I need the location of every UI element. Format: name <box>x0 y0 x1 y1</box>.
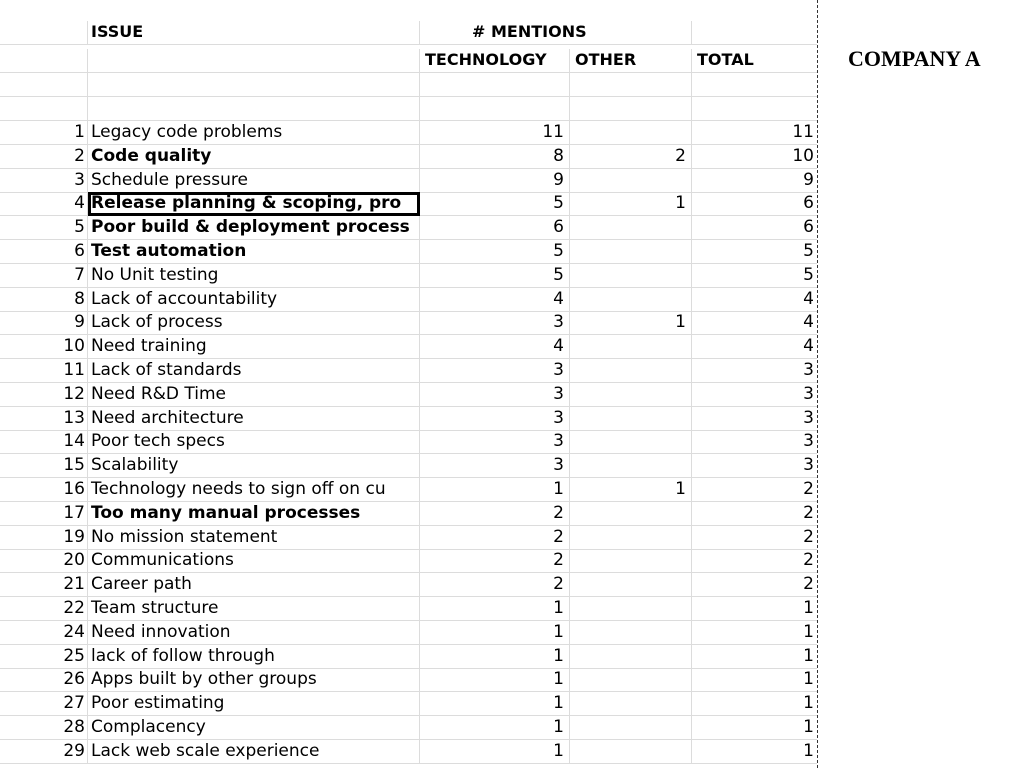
technology-count-cell[interactable]: 1 <box>420 597 570 621</box>
other-count-cell[interactable] <box>570 216 692 240</box>
row-number-cell[interactable]: 22 <box>0 597 88 621</box>
total-count-cell[interactable]: 1 <box>692 621 817 645</box>
row-number-cell[interactable]: 12 <box>0 383 88 407</box>
issue-cell[interactable]: Need innovation <box>88 621 420 645</box>
header-row-2 <box>0 49 817 73</box>
other-count-cell[interactable] <box>570 121 692 145</box>
total-count-cell[interactable]: 6 <box>692 192 817 216</box>
row-number-cell[interactable]: 14 <box>0 430 88 454</box>
other-count-cell[interactable] <box>570 335 692 359</box>
empty-cell[interactable] <box>420 73 570 97</box>
total-count-cell[interactable]: 3 <box>692 407 817 431</box>
other-count-cell[interactable] <box>570 359 692 383</box>
issue-cell[interactable]: Poor tech specs <box>88 430 420 454</box>
row-number-cell[interactable]: 6 <box>0 240 88 264</box>
row-number-cell[interactable] <box>0 73 88 97</box>
other-count-cell[interactable] <box>570 549 692 573</box>
other-count-cell[interactable] <box>570 692 692 716</box>
technology-count-cell[interactable]: 1 <box>420 668 570 692</box>
technology-count-cell[interactable]: 4 <box>420 335 570 359</box>
empty-cell[interactable] <box>692 21 817 45</box>
issue-cell[interactable]: Complacency <box>88 716 420 740</box>
issue-cell[interactable]: Poor build & deployment process <box>88 216 420 240</box>
technology-count-cell[interactable]: 1 <box>420 692 570 716</box>
technology-count-cell[interactable]: 3 <box>420 407 570 431</box>
total-count-cell[interactable]: 3 <box>692 383 817 407</box>
technology-count-cell[interactable]: 5 <box>420 264 570 288</box>
technology-count-cell[interactable]: 2 <box>420 526 570 550</box>
empty-cell[interactable] <box>570 97 692 121</box>
other-count-cell[interactable] <box>570 621 692 645</box>
empty-cell[interactable] <box>692 73 817 97</box>
technology-count-cell[interactable]: 5 <box>420 240 570 264</box>
other-count-cell[interactable]: 1 <box>570 311 692 335</box>
blank-row <box>0 97 817 121</box>
total-count-cell[interactable]: 2 <box>692 502 817 526</box>
row-number-cell[interactable]: 29 <box>0 740 88 764</box>
table-row <box>0 478 817 502</box>
other-count-cell[interactable] <box>570 645 692 669</box>
row-number-cell[interactable]: 5 <box>0 216 88 240</box>
row-number-cell[interactable]: 2 <box>0 145 88 169</box>
total-count-cell[interactable]: 1 <box>692 597 817 621</box>
technology-count-cell[interactable]: 2 <box>420 502 570 526</box>
technology-count-cell[interactable]: 5 <box>420 192 570 216</box>
table-row <box>0 740 817 764</box>
issue-cell[interactable]: Team structure <box>88 597 420 621</box>
other-count-cell[interactable]: 1 <box>570 478 692 502</box>
row-number-cell[interactable] <box>0 21 88 45</box>
issue-cell[interactable]: Code quality <box>88 145 420 169</box>
empty-cell[interactable] <box>570 21 692 45</box>
table-row <box>0 121 817 145</box>
issue-cell[interactable]: Apps built by other groups <box>88 668 420 692</box>
other-count-cell[interactable] <box>570 407 692 431</box>
issue-cell[interactable]: Test automation <box>88 240 420 264</box>
row-number-cell[interactable]: 1 <box>0 121 88 145</box>
issue-cell[interactable]: Lack of standards <box>88 359 420 383</box>
row-number-cell[interactable]: 13 <box>0 407 88 431</box>
other-count-cell[interactable] <box>570 288 692 312</box>
total-count-cell[interactable]: 5 <box>692 240 817 264</box>
row-number-cell[interactable]: 11 <box>0 359 88 383</box>
blank-row <box>0 73 817 97</box>
total-header[interactable]: TOTAL <box>692 49 817 73</box>
other-count-cell[interactable]: 2 <box>570 145 692 169</box>
issue-cell[interactable]: Lack web scale experience <box>88 740 420 764</box>
total-count-cell[interactable]: 3 <box>692 430 817 454</box>
table-row <box>0 264 817 288</box>
row-number-cell[interactable] <box>0 49 88 73</box>
issue-header[interactable]: ISSUE <box>88 21 420 45</box>
total-count-cell[interactable]: 1 <box>692 668 817 692</box>
total-count-cell[interactable]: 10 <box>692 145 817 169</box>
row-number-cell[interactable]: 28 <box>0 716 88 740</box>
row-number-cell[interactable]: 17 <box>0 502 88 526</box>
total-count-cell[interactable]: 1 <box>692 645 817 669</box>
table-row <box>0 668 817 692</box>
row-number-cell[interactable]: 15 <box>0 454 88 478</box>
other-count-cell[interactable] <box>570 597 692 621</box>
issue-cell[interactable]: Need R&D Time <box>88 383 420 407</box>
row-number-cell[interactable]: 16 <box>0 478 88 502</box>
total-count-cell[interactable]: 2 <box>692 549 817 573</box>
empty-cell[interactable] <box>88 97 420 121</box>
issue-cell[interactable]: Schedule pressure <box>88 169 420 193</box>
issue-cell[interactable]: Too many manual processes <box>88 502 420 526</box>
table-row <box>0 216 817 240</box>
table-row <box>0 549 817 573</box>
issue-cell[interactable]: Technology needs to sign off on cu <box>88 478 420 502</box>
empty-cell[interactable] <box>88 49 420 73</box>
table-row <box>0 169 817 193</box>
table-row <box>0 335 817 359</box>
issue-cell[interactable]: Need training <box>88 335 420 359</box>
other-count-cell[interactable] <box>570 169 692 193</box>
total-count-cell[interactable]: 4 <box>692 335 817 359</box>
total-count-cell[interactable]: 3 <box>692 359 817 383</box>
table-row <box>0 645 817 669</box>
table-row <box>0 454 817 478</box>
issue-cell[interactable]: Communications <box>88 549 420 573</box>
empty-cell[interactable] <box>570 73 692 97</box>
total-count-cell[interactable]: 6 <box>692 216 817 240</box>
technology-count-cell[interactable]: 4 <box>420 288 570 312</box>
technology-count-cell[interactable]: 2 <box>420 573 570 597</box>
technology-count-cell[interactable]: 1 <box>420 621 570 645</box>
table-row <box>0 383 817 407</box>
row-number-cell[interactable]: 26 <box>0 668 88 692</box>
total-count-cell[interactable]: 11 <box>692 121 817 145</box>
technology-count-cell[interactable]: 8 <box>420 145 570 169</box>
issue-cell[interactable]: Need architecture <box>88 407 420 431</box>
total-count-cell[interactable]: 5 <box>692 264 817 288</box>
total-count-cell[interactable]: 4 <box>692 288 817 312</box>
table-row <box>0 240 817 264</box>
row-number-cell[interactable]: 24 <box>0 621 88 645</box>
table-row <box>0 621 817 645</box>
technology-count-cell[interactable]: 3 <box>420 311 570 335</box>
technology-count-cell[interactable]: 6 <box>420 216 570 240</box>
technology-count-cell[interactable]: 3 <box>420 383 570 407</box>
total-count-cell[interactable]: 1 <box>692 740 817 764</box>
row-number-cell[interactable]: 7 <box>0 264 88 288</box>
empty-cell[interactable] <box>692 97 817 121</box>
empty-cell[interactable] <box>420 97 570 121</box>
total-count-cell[interactable]: 1 <box>692 716 817 740</box>
table-row <box>0 430 817 454</box>
technology-count-cell[interactable]: 1 <box>420 645 570 669</box>
issue-cell[interactable]: No Unit testing <box>88 264 420 288</box>
other-count-cell[interactable] <box>570 668 692 692</box>
total-count-cell[interactable]: 2 <box>692 478 817 502</box>
total-count-cell[interactable]: 1 <box>692 692 817 716</box>
row-number-cell[interactable] <box>0 97 88 121</box>
issue-cell[interactable]: Release planning & scoping, pro <box>88 192 420 216</box>
technology-count-cell[interactable]: 1 <box>420 740 570 764</box>
issue-cell[interactable]: Career path <box>88 573 420 597</box>
table-row <box>0 288 817 312</box>
total-count-cell[interactable]: 3 <box>692 454 817 478</box>
row-number-cell[interactable]: 27 <box>0 692 88 716</box>
issue-cell[interactable]: Legacy code problems <box>88 121 420 145</box>
other-count-cell[interactable] <box>570 573 692 597</box>
issue-cell[interactable]: Lack of process <box>88 311 420 335</box>
issue-cell[interactable]: Poor estimating <box>88 692 420 716</box>
row-number-cell[interactable]: 8 <box>0 288 88 312</box>
table-row <box>0 311 817 335</box>
technology-count-cell[interactable]: 9 <box>420 169 570 193</box>
table-row <box>0 573 817 597</box>
issue-cell[interactable]: Scalability <box>88 454 420 478</box>
technology-count-cell[interactable]: 3 <box>420 454 570 478</box>
row-number-cell[interactable]: 3 <box>0 169 88 193</box>
total-count-cell[interactable]: 9 <box>692 169 817 193</box>
other-count-cell[interactable] <box>570 240 692 264</box>
other-count-cell[interactable] <box>570 526 692 550</box>
technology-count-cell[interactable]: 3 <box>420 359 570 383</box>
table-row <box>0 145 817 169</box>
other-count-cell[interactable] <box>570 430 692 454</box>
issue-cell[interactable]: No mission statement <box>88 526 420 550</box>
row-number-cell[interactable]: 21 <box>0 573 88 597</box>
row-number-cell[interactable]: 10 <box>0 335 88 359</box>
technology-header[interactable]: TECHNOLOGY <box>420 49 570 73</box>
empty-cell[interactable] <box>88 73 420 97</box>
total-count-cell[interactable]: 2 <box>692 573 817 597</box>
other-count-cell[interactable] <box>570 454 692 478</box>
total-count-cell[interactable]: 2 <box>692 526 817 550</box>
table-row <box>0 192 817 216</box>
header-row-1 <box>0 21 817 45</box>
row-number-cell[interactable]: 4 <box>0 192 88 216</box>
company-label: COMPANY A <box>848 46 981 71</box>
other-count-cell[interactable] <box>570 264 692 288</box>
table-row <box>0 692 817 716</box>
table-row <box>0 359 817 383</box>
table-row <box>0 526 817 550</box>
table-row <box>0 716 817 740</box>
row-number-cell[interactable]: 19 <box>0 526 88 550</box>
technology-count-cell[interactable]: 1 <box>420 716 570 740</box>
table-row <box>0 502 817 526</box>
technology-count-cell[interactable]: 2 <box>420 549 570 573</box>
table-row <box>0 407 817 431</box>
row-number-cell[interactable]: 25 <box>0 645 88 669</box>
issue-cell[interactable]: Lack of accountability <box>88 288 420 312</box>
other-count-cell[interactable] <box>570 740 692 764</box>
technology-count-cell[interactable]: 11 <box>420 121 570 145</box>
other-count-cell[interactable]: 1 <box>570 192 692 216</box>
other-count-cell[interactable] <box>570 383 692 407</box>
row-number-cell[interactable]: 20 <box>0 549 88 573</box>
total-count-cell[interactable]: 4 <box>692 311 817 335</box>
technology-count-cell[interactable]: 3 <box>420 430 570 454</box>
table-row <box>0 597 817 621</box>
mentions-header[interactable]: # MENTIONS <box>420 21 570 45</box>
technology-count-cell[interactable]: 1 <box>420 478 570 502</box>
issue-cell[interactable]: lack of follow through <box>88 645 420 669</box>
other-count-cell[interactable] <box>570 502 692 526</box>
other-count-cell[interactable] <box>570 716 692 740</box>
other-header[interactable]: OTHER <box>570 49 692 73</box>
row-number-cell[interactable]: 9 <box>0 311 88 335</box>
